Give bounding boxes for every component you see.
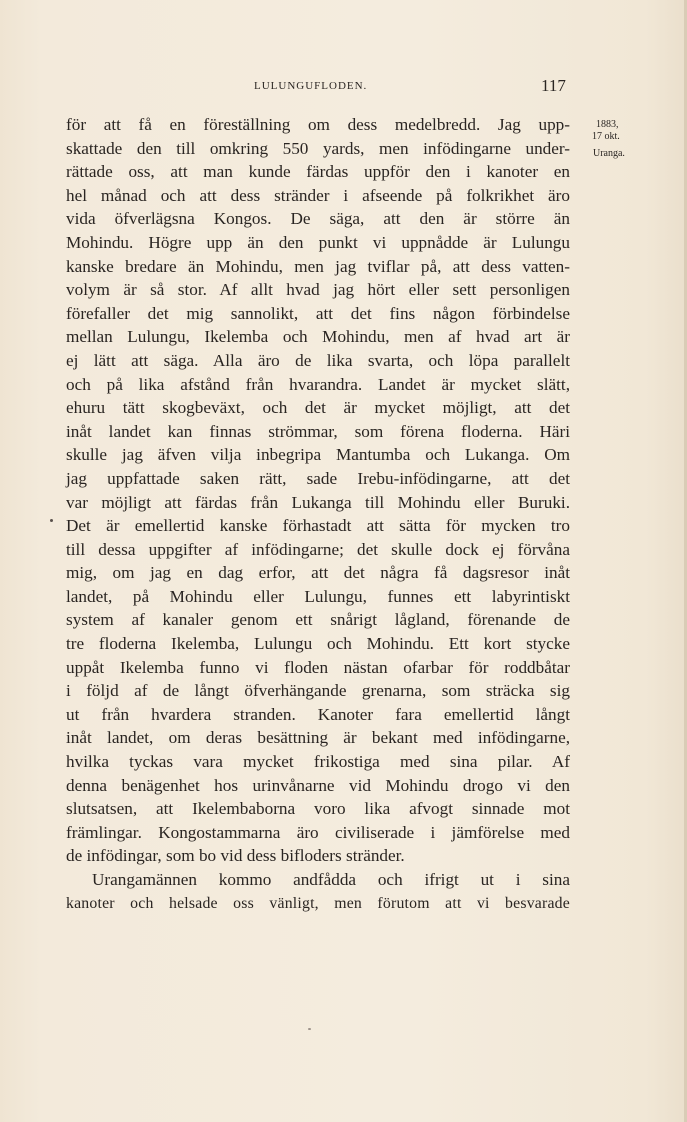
text-line: skulle jag äfven vilja inbegripa Mantumba och Lukanga. Om [66, 445, 570, 465]
text-line: förefaller det mig sannolikt, att det fins någon förbindelse [66, 303, 570, 323]
text-line: inåt landet kan finnas strömmar, som förena floderna. Häri [66, 421, 570, 441]
margin-dot-mark [50, 519, 53, 522]
text-line: ehuru tätt skogbeväxt, och det är mycket möjligt, att det [66, 398, 570, 418]
running-head: LULUNGUFLODEN. [254, 80, 368, 92]
text-line: skattade den till omkring 550 yards, men infödingarne under- [66, 138, 570, 158]
text-line: mig, om jag en dag erfor, att det några få dagsresor inåt [66, 563, 570, 583]
text-line: mellan Lulungu, Ikelemba och Mohindu, men af hvad art är [66, 327, 570, 347]
text-line: rättade oss, att man kunde färdas uppför den i kanoter en [66, 162, 570, 182]
page-number: 117 [541, 76, 566, 95]
text-line: i följd af de långt öfverhängande grenarna, som sträcka sig [66, 681, 570, 701]
margin-note-date: 17 okt. [592, 131, 620, 142]
text-line: tre floderna Ikelemba, Lulungu och Mohindu. Ett kort stycke [66, 634, 570, 654]
text-line: var möjligt att färdas från Lukanga till Mohindu eller Buruki. [66, 492, 570, 512]
text-line: slutsatsen, att Ikelembaborna voro lika afvogt sinnade mot [66, 799, 570, 819]
text-line: uppåt Ikelemba funno vi floden nästan ofarbar för roddbåtar [66, 657, 570, 677]
text-line: för att få en föreställning om dess medelbredd. Jag upp- [66, 115, 570, 134]
text-line: hvilka tyckas vara mycket frikostiga med sina pilar. Af [66, 752, 570, 772]
text-line: hel månad och att dess stränder i afseende på folkrikhet äro [66, 185, 570, 205]
text-line: ut från hvardera stranden. Kanoter fara emellertid långt [66, 704, 570, 724]
text-line-paragraph-end: de infödingar, som bo vid dess bifloders stränder. [66, 846, 405, 866]
text-line: kanske bredare än Mohindu, men jag tviflar på, att dess vatten- [66, 256, 570, 276]
text-line: landet, på Mohindu eller Lulungu, funnes ett labyrintiskt [66, 586, 570, 606]
text-line: ej lätt att säga. Alla äro de lika svarta, och löpa parallelt [66, 350, 570, 370]
text-line: inåt landet, om deras besättning är bekant med infödingarne, [66, 728, 570, 748]
text-line: jag uppfattade saken rätt, sade Irebu-infödingarne, att det [66, 468, 570, 488]
text-line: och på lika afstånd från hvarandra. Landet är mycket slätt, [66, 374, 570, 394]
body-text [66, 113, 570, 915]
margin-note-place: Uranga. [593, 148, 625, 159]
margin-note-year: 1883, [596, 119, 619, 130]
text-line: volym är så stor. Af allt hvad jag hört eller sett personligen [66, 280, 570, 300]
text-line: Det är emellertid kanske förhastadt att sätta för mycken tro [66, 516, 570, 536]
ink-speck [308, 1028, 311, 1030]
text-line: till dessa uppgifter af infödingarne; det skulle dock ej förvåna [66, 539, 570, 559]
text-line: Mohindu. Högre upp än den punkt vi uppnådde är Lulungu [66, 232, 570, 252]
text-line: system af kanaler genom ett snårigt lågland, förenande de [66, 610, 570, 630]
text-line-paragraph-start: Urangamännen kommo andfådda och ifrigt ut i sina [92, 870, 570, 889]
text-line: vida öfverlägsna Kongos. De säga, att den är större än [66, 209, 570, 229]
text-line: främlingar. Kongostammarna äro civiliserade i jämförelse med [66, 822, 570, 842]
text-line: denna benägenhet hos urinvånarne vid Mohindu drogo vi den [66, 775, 570, 795]
text-line: kanoter och helsade oss vänligt, men förutom att vi besvarade [66, 894, 570, 912]
